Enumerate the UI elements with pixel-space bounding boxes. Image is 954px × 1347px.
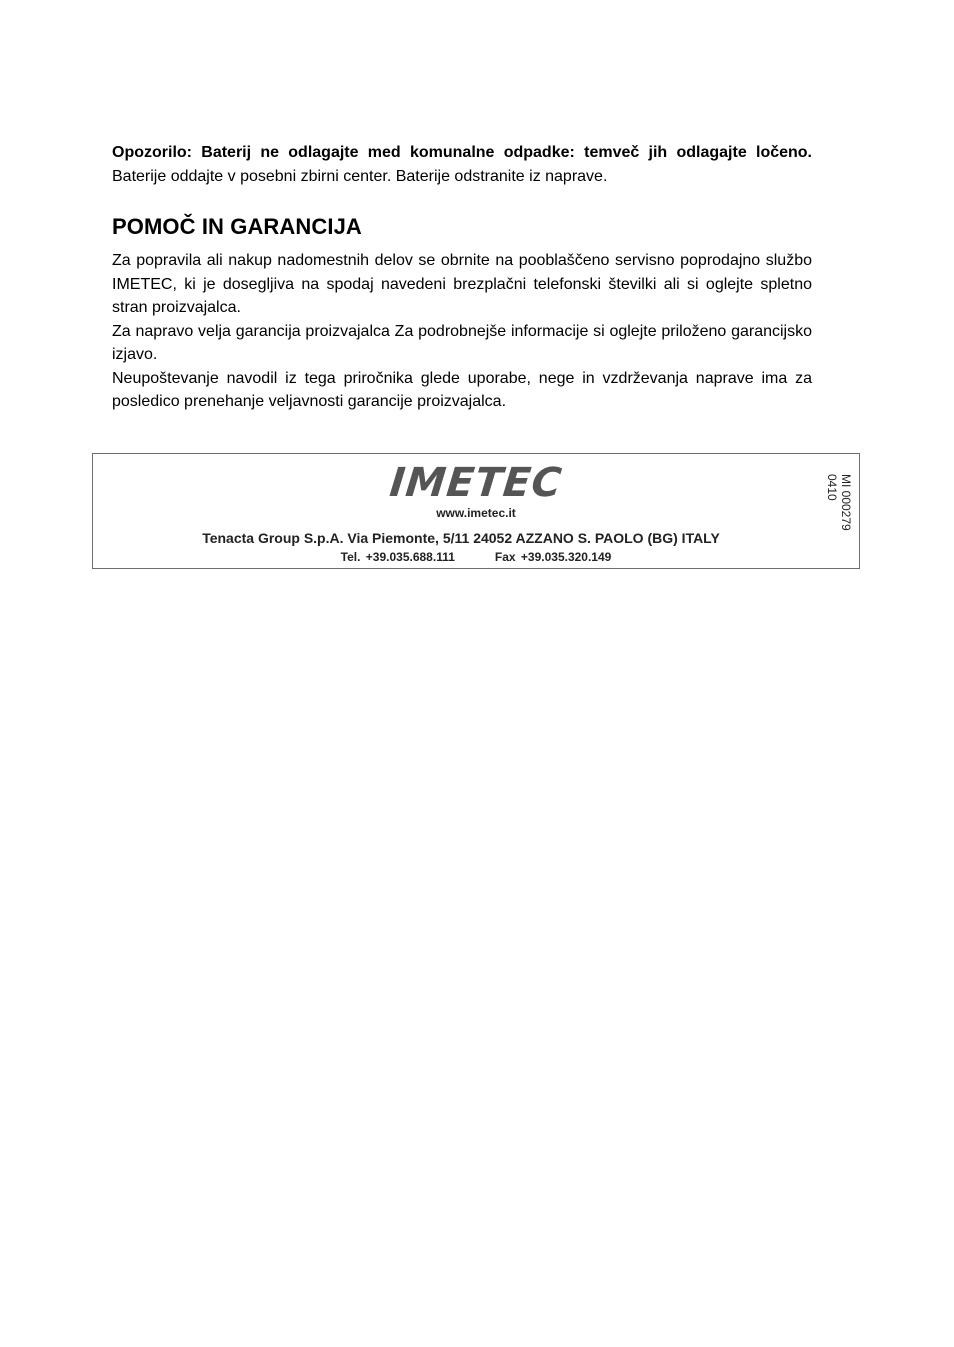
paragraph-noncompliance: Neupoštevanje navodil iz tega priročnika glede uporabe, nege in vzdrževanja naprave ima za posledico prenehanje veljavnosti garancije proizvajalca. — [112, 369, 812, 410]
website-text: www.imetec.it — [436, 506, 516, 520]
document-code — [825, 474, 853, 531]
section-heading: POMOČ IN GARANCIJA — [112, 214, 362, 239]
warning-normal-text: Baterije oddajte v posebni zbirni center. Baterije odstranite iz naprave. — [112, 168, 608, 185]
document-code-line2: 0410 — [825, 474, 839, 501]
document-code-line1: MI 000279 — [839, 474, 853, 531]
battery-warning — [112, 141, 812, 189]
company-address: Tenacta Group S.p.A. Via Piemonte, 5/11 24052 AZZANO S. PAOLO (BG) ITALY — [202, 530, 720, 546]
paragraph-warranty: Za napravo velja garancija proizvajalca Za podrobnejše informacije si oglejte priloženo garancijsko izjavo. — [112, 322, 812, 363]
imetec-logo: IMETEC — [387, 460, 565, 506]
paragraph-service: Za popravila ali nakup nadomestnih delov se obrnite na pooblaščeno servisno poprodajno službo IMETEC, ki je dosegljiva na spodaj navedeni brezplačni telefonski številki ali si oglejte spletno stran proizvajalca. — [112, 252, 812, 316]
fax-number: Fax +39.035.320.149 — [494, 550, 612, 564]
warning-bold-text: Opozorilo: Baterij ne odlagajte med komunalne odpadke: temveč jih odlagajte ločeno. — [112, 144, 812, 161]
telephone-number: Tel. +39.035.688.111 — [340, 550, 455, 564]
section-body — [112, 249, 812, 414]
manufacturer-footer — [92, 453, 860, 569]
contact-line — [93, 550, 859, 564]
